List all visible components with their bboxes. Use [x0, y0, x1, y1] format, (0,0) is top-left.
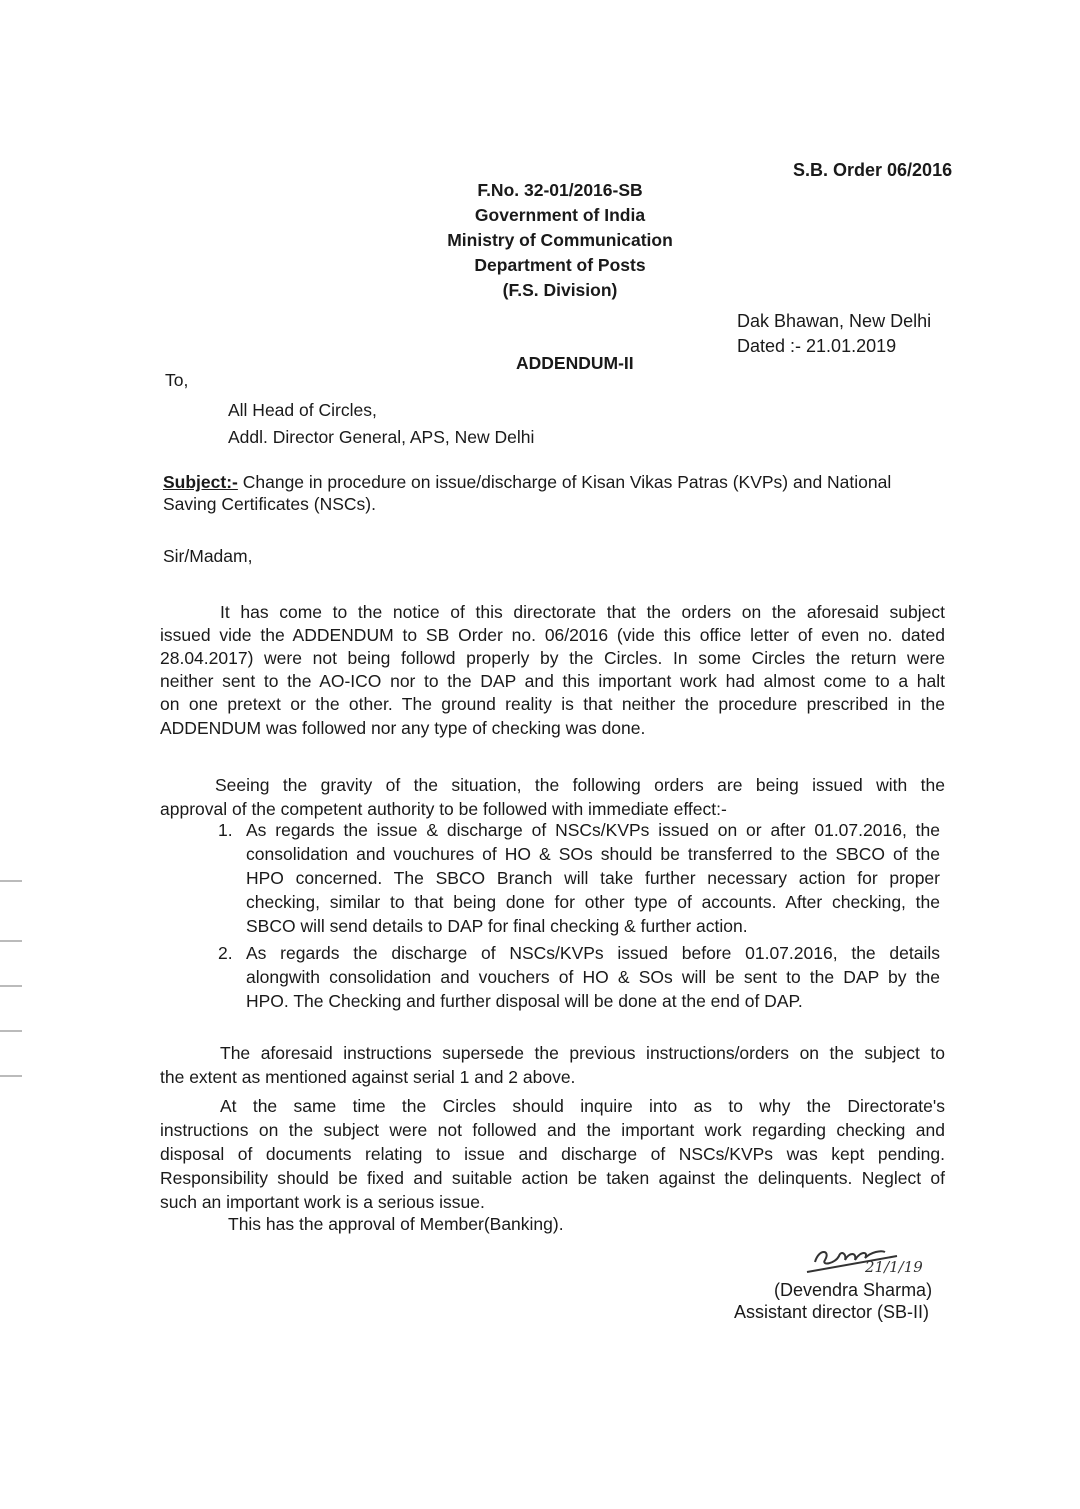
signature	[805, 1240, 923, 1283]
list-item-line: consolidation and vouchures of HO & SOs should be transferred to the SBCO of the	[246, 844, 940, 864]
subject-text: Change in procedure on issue/discharge of Kisan Vikas Patras (KVPs) and National	[237, 472, 892, 492]
paragraph-line: It has come to the notice of this directorate that the orders on the aforesaid subject	[220, 602, 945, 622]
recipient: Addl. Director General, APS, New Delhi	[228, 427, 535, 447]
ministry: Ministry of Communication	[447, 230, 673, 250]
list-number: 2.	[218, 943, 233, 963]
list-item-line: HPO concerned. The SBCO Branch will take further necessary action for proper	[246, 868, 940, 888]
paragraph-line: the extent as mentioned against serial 1 and 2 above.	[160, 1067, 576, 1087]
government: Government of India	[474, 205, 646, 225]
paragraph-line: 28.04.2017) were not being followd properly by the Circles. In some Circles the return were	[160, 648, 945, 668]
paragraph-line: disposal of documents relating to issue and discharge of NSCs/KVPs was kept pending.	[160, 1144, 945, 1164]
place-date	[737, 309, 931, 359]
paragraph-line: ADDENDUM was followed nor any type of checking was done.	[160, 718, 646, 738]
department: Department of Posts	[474, 255, 646, 275]
file-number: F.No. 32-01/2016-SB	[477, 180, 643, 200]
recipients	[228, 397, 534, 451]
paragraph-line: Seeing the gravity of the situation, the following orders are being issued with the	[215, 775, 945, 795]
subject-text: Saving Certificates (NSCs).	[163, 494, 376, 514]
date: Dated :- 21.01.2019	[737, 336, 897, 356]
paragraph-line: on one pretext or the other. The ground reality is that neither the procedure prescribed in the	[160, 694, 945, 714]
to-label: To,	[165, 370, 189, 390]
subject-label: Subject:-	[163, 472, 238, 492]
paragraph-line: approval of the competent authority to be followed with immediate effect:-	[160, 799, 727, 819]
letterhead	[410, 178, 710, 303]
paragraph-line: such an important work is a serious issue.	[160, 1192, 485, 1212]
place: Dak Bhawan, New Delhi	[737, 311, 932, 331]
list-number: 1.	[218, 820, 233, 840]
salutation: Sir/Madam,	[163, 546, 253, 566]
list-item-line: As regards the issue & discharge of NSCs/KVPs issued on or after 01.07.2016, the	[246, 820, 940, 840]
paragraph-line: neither sent to the AO-ICO nor to the DAP and this important work had almost come to a halt	[160, 671, 945, 691]
document-title: ADDENDUM-II	[516, 353, 634, 373]
paragraph-line: The aforesaid instructions supersede the previous instructions/orders on the subject to	[220, 1043, 945, 1063]
subject	[163, 471, 923, 515]
recipient: All Head of Circles,	[228, 400, 377, 420]
paragraph-line: instructions on the subject were not followed and the important work regarding checking and	[160, 1120, 945, 1140]
division: (F.S. Division)	[502, 280, 618, 300]
paragraph-line: Responsibility should be fixed and suitable action be taken against the delinquents. Neglect of	[160, 1168, 945, 1188]
list-item-line: SBCO will send details to DAP for final checking & further action.	[246, 916, 748, 936]
list-item-line: checking, similar to that being done for other type of accounts. After checking, the	[246, 892, 940, 912]
signatory-designation: Assistant director (SB-II)	[734, 1302, 930, 1322]
signature-date: 21/1/19	[865, 1258, 923, 1276]
paragraph-line: At the same time the Circles should inquire into as to why the Directorate's	[220, 1096, 945, 1116]
paragraph-line: issued vide the ADDENDUM to SB Order no. 06/2016 (vide this office letter of even no. dated	[160, 625, 945, 645]
list-item-line: As regards the discharge of NSCs/KVPs issued before 01.07.2016, the details	[246, 943, 940, 963]
order-number: S.B. Order 06/2016	[793, 160, 953, 180]
signatory-name: (Devendra Sharma)	[774, 1280, 933, 1300]
approval-note: This has the approval of Member(Banking).	[228, 1214, 564, 1234]
list-item-line: HPO. The Checking and further disposal will be done at the end of DAP.	[246, 991, 803, 1011]
list-item-line: alongwith consolidation and vouchers of HO & SOs will be sent to the DAP by the	[246, 967, 940, 987]
